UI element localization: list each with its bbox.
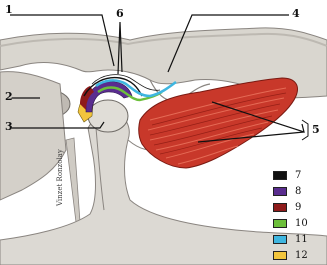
legend-label: 8 [295, 186, 302, 197]
legend-swatch [273, 187, 287, 196]
legend-swatch [273, 219, 287, 228]
label-2: 2 [5, 90, 13, 103]
label-3: 3 [5, 120, 13, 133]
legend-label: 7 [295, 170, 302, 181]
legend-label: 9 [295, 202, 302, 213]
label-1: 1 [5, 3, 13, 16]
legend-swatch [273, 171, 287, 180]
mandibular-condyle [88, 100, 128, 132]
legend-swatch [273, 203, 287, 212]
label-4: 4 [292, 7, 300, 20]
legend-swatch [273, 235, 287, 244]
artist-signature: Vinzet Ronzolay [56, 149, 64, 206]
legend-swatch [273, 251, 287, 260]
label-6: 6 [116, 7, 124, 20]
legend-label: 10 [295, 218, 308, 229]
styloid-process [66, 138, 80, 222]
label-5: 5 [312, 123, 320, 136]
legend-label: 12 [295, 250, 308, 261]
legend-label: 11 [295, 234, 308, 245]
